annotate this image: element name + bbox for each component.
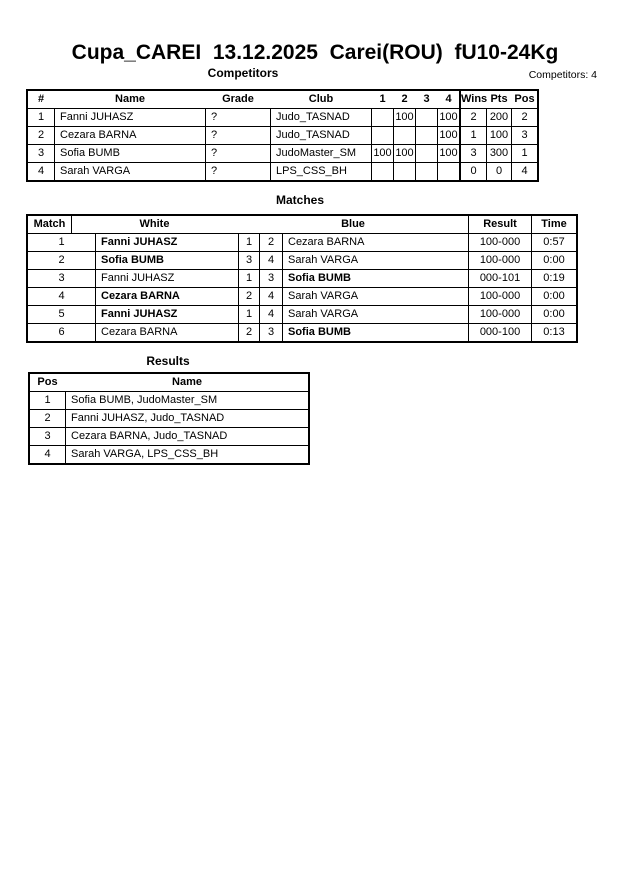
competitors-cell-r1 [371, 109, 393, 126]
competitors-count: Competitors: 4 [528, 69, 597, 81]
competitors-cell-r4-header: 4 [445, 93, 452, 105]
matches-cell-white_num: 3 [238, 252, 259, 269]
competitor-row [28, 126, 537, 144]
competitors-cell-r1: 100 [371, 145, 393, 162]
competitors-cell-pts: 200 [486, 109, 511, 126]
competitors-cell-r4: 100 [437, 145, 459, 162]
competitors-table [26, 89, 539, 182]
match-row [28, 269, 576, 287]
matches-cell-match: 1 [58, 236, 65, 248]
matches-cell-white: Fanni JUHASZ [95, 234, 238, 251]
competitors-section-title: Competitors [207, 66, 279, 80]
matches-cell-match: 5 [58, 308, 65, 320]
matches-cell-match: 4 [58, 290, 65, 302]
competitors-cell-num: 1 [37, 111, 45, 123]
results-header-row [30, 374, 308, 391]
matches-cell-blue: Cezara BARNA [282, 234, 468, 251]
competitors-cell-r2: 100 [393, 109, 415, 126]
competitors-cell-club: Judo_TASNAD [270, 127, 371, 144]
competitors-cell-club: JudoMaster_SM [270, 145, 371, 162]
competitor-row [28, 144, 537, 162]
results-cell-pos: 3 [44, 430, 51, 442]
competitors-cell-wins-header: Wins [459, 91, 486, 108]
matches-cell-white_num: 1 [238, 306, 259, 323]
matches-cell-white_num: 2 [238, 288, 259, 305]
competitors-cell-wins: 0 [459, 163, 486, 180]
page-title: Cupa_CAREI 13.12.2025 Carei(ROU) fU10-24Kg [71, 41, 559, 64]
results-section-title: Results [146, 354, 190, 368]
results-cell-pos: 1 [44, 394, 51, 406]
matches-cell-time: 0:13 [531, 324, 576, 341]
competitors-cell-r1-header: 1 [379, 93, 386, 105]
competitors-cell-club: LPS_CSS_BH [270, 163, 371, 180]
matches-cell-result: 000-100 [468, 324, 531, 341]
match-row [28, 305, 576, 323]
matches-cell-time: 0:19 [531, 270, 576, 287]
competitors-cell-grade: ? [205, 163, 270, 180]
competitors-cell-pts: 300 [486, 145, 511, 162]
results-cell-name: Sarah VARGA, LPS_CSS_BH [65, 446, 308, 463]
competitors-cell-r3-header: 3 [423, 93, 430, 105]
matches-cell-blue: Sarah VARGA [282, 306, 468, 323]
competitors-cell-pos: 3 [511, 127, 537, 144]
competitors-cell-name: Sarah VARGA [54, 163, 205, 180]
competitors-cell-r2 [393, 127, 415, 144]
result-row [30, 391, 308, 409]
matches-cell-result: 100-000 [468, 234, 531, 251]
matches-cell-blue_num: 4 [259, 252, 282, 269]
results-cell-pos: 4 [44, 448, 51, 460]
competitors-cell-num: 4 [37, 165, 45, 177]
competitors-cell-r4: 100 [437, 127, 459, 144]
matches-cell-blue: Sofia BUMB [282, 324, 468, 341]
matches-cell-blue_num: 2 [259, 234, 282, 251]
matches-cell-match: 2 [58, 254, 65, 266]
results-table [28, 372, 310, 465]
competitor-row [28, 162, 537, 180]
matches-cell-white_num: 1 [238, 270, 259, 287]
competitors-cell-grade: ? [205, 145, 270, 162]
competitors-cell-name-header: Name [115, 93, 145, 105]
matches-cell-white: Cezara BARNA [95, 324, 238, 341]
competitors-cell-r4: 100 [437, 109, 459, 126]
competitors-cell-pos-header: Pos [514, 93, 535, 105]
matches-cell-match: 6 [58, 326, 65, 338]
matches-cell-blue_num: 3 [259, 270, 282, 287]
result-row [30, 445, 308, 463]
matches-cell-time: 0:57 [531, 234, 576, 251]
competitors-header-row [28, 91, 537, 108]
match-row [28, 287, 576, 305]
competitors-cell-club-header: Club [308, 93, 334, 105]
matches-cell-result: 100-000 [468, 306, 531, 323]
matches-cell-blue: Sarah VARGA [282, 252, 468, 269]
matches-cell-result: 000-101 [468, 270, 531, 287]
matches-cell-blue_num: 4 [259, 288, 282, 305]
result-row [30, 409, 308, 427]
competitors-cell-r1 [371, 163, 393, 180]
matches-header-row [28, 216, 576, 233]
matches-cell-time-header: Time [531, 216, 576, 233]
matches-cell-blue: Sofia BUMB [282, 270, 468, 287]
competitor-row [28, 108, 537, 126]
matches-cell-blue_num: 4 [259, 306, 282, 323]
match-row [28, 323, 576, 341]
matches-cell-white: Fanni JUHASZ [95, 306, 238, 323]
matches-cell-time: 0:00 [531, 306, 576, 323]
results-cell-name: Sofia BUMB, JudoMaster_SM [65, 392, 308, 409]
competitors-cell-r2-header: 2 [401, 93, 408, 105]
match-row [28, 233, 576, 251]
matches-cell-time: 0:00 [531, 288, 576, 305]
matches-cell-match-header: Match [33, 218, 66, 230]
competitors-cell-club: Judo_TASNAD [270, 109, 371, 126]
matches-cell-time: 0:00 [531, 252, 576, 269]
competitors-cell-name: Fanni JUHASZ [54, 109, 205, 126]
competitors-cell-r2 [393, 163, 415, 180]
matches-cell-result: 100-000 [468, 252, 531, 269]
competitors-cell-grade-header: Grade [222, 93, 254, 105]
competitors-cell-name: Sofia BUMB [54, 145, 205, 162]
matches-cell-result: 100-000 [468, 288, 531, 305]
competitors-cell-r3 [415, 163, 437, 180]
results-cell-name: Fanni JUHASZ, Judo_TASNAD [65, 410, 308, 427]
competitors-cell-r4 [437, 163, 459, 180]
competitors-cell-r3 [415, 145, 437, 162]
competitors-cell-r3 [415, 109, 437, 126]
results-cell-name: Cezara BARNA, Judo_TASNAD [65, 428, 308, 445]
competitors-cell-pts: 100 [486, 127, 511, 144]
matches-cell-white: Fanni JUHASZ [95, 270, 238, 287]
competitors-cell-wins: 2 [459, 109, 486, 126]
matches-cell-white: Cezara BARNA [95, 288, 238, 305]
competitors-cell-name: Cezara BARNA [54, 127, 205, 144]
competitors-cell-r3 [415, 127, 437, 144]
matches-cell-white: Sofia BUMB [95, 252, 238, 269]
competitors-cell-pos: 4 [511, 163, 537, 180]
matches-cell-white-header: White [71, 216, 237, 233]
competitors-cell-num-header: # [37, 93, 45, 105]
competitors-cell-r1 [371, 127, 393, 144]
matches-cell-white_num: 1 [238, 234, 259, 251]
competitors-cell-pts: 0 [486, 163, 511, 180]
matches-cell-blue_num: 3 [259, 324, 282, 341]
competitors-cell-grade: ? [205, 127, 270, 144]
competitors-cell-num: 2 [37, 129, 45, 141]
results-cell-pos: 2 [44, 412, 51, 424]
competitors-cell-num: 3 [37, 147, 45, 159]
competitors-cell-pts-header: Pts [490, 93, 508, 105]
competitors-cell-pos: 1 [511, 145, 537, 162]
matches-section-title: Matches [275, 193, 325, 207]
match-row [28, 251, 576, 269]
competitors-cell-r2: 100 [393, 145, 415, 162]
competitors-cell-wins: 1 [459, 127, 486, 144]
matches-cell-blue: Sarah VARGA [282, 288, 468, 305]
results-cell-pos-header: Pos [37, 376, 58, 388]
matches-cell-white_num: 2 [238, 324, 259, 341]
matches-cell-result-header: Result [468, 216, 531, 233]
result-row [30, 427, 308, 445]
matches-cell-blue-header: Blue [341, 218, 365, 230]
competitors-cell-pos: 2 [511, 109, 537, 126]
competitors-cell-grade: ? [205, 109, 270, 126]
matches-table [26, 214, 578, 343]
competitors-cell-wins: 3 [459, 145, 486, 162]
matches-cell-match: 3 [58, 272, 65, 284]
results-cell-name-header: Name [172, 376, 202, 388]
